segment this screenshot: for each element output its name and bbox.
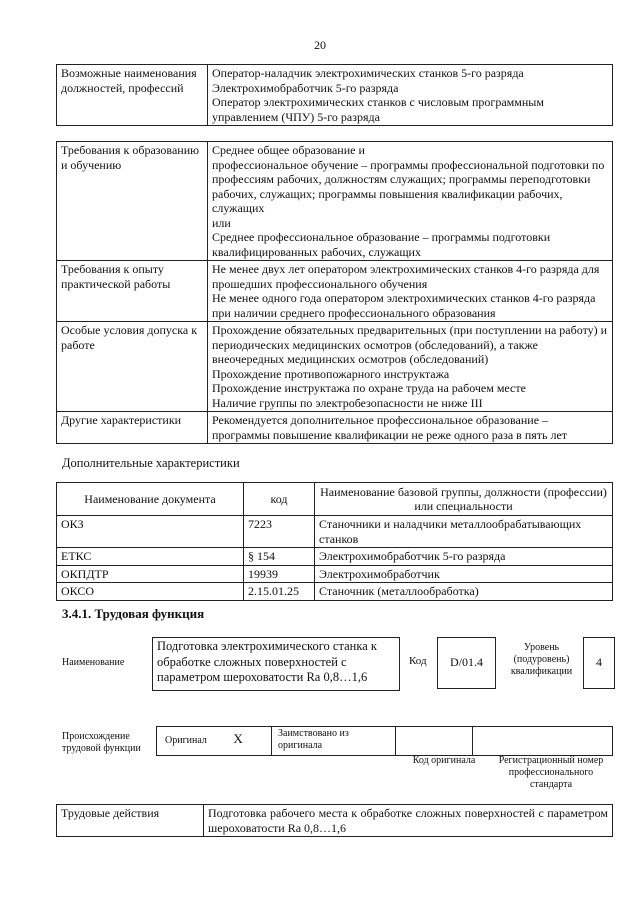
code-cell: 2.15.01.25 [244, 583, 315, 601]
position-line: Оператор-наладчик электрохимических станков 5-го разряда [212, 66, 524, 80]
requirement-values [208, 412, 613, 444]
requirements-table [56, 141, 613, 444]
table-row [57, 583, 613, 601]
code-cell: 19939 [244, 565, 315, 583]
requirement-line: Не менее одного года оператором электрохимических станков 4-го разряда при наличии среднего профессионального образования [212, 291, 596, 320]
requirement-line: Не менее двух лет оператором электрохимических станков 4-го разряда для прошедших профессионального обучения [212, 262, 600, 291]
table-row [57, 65, 613, 126]
requirement-label: Другие характеристики [57, 412, 208, 444]
requirement-line: Прохождение инструктажа по охране труда на рабочем месте [212, 381, 526, 395]
table-row [57, 565, 613, 583]
table-row [57, 142, 613, 261]
code-cell: § 154 [244, 548, 315, 566]
requirement-line: Рекомендуется дополнительное профессиональное образование – программы повышение квалификации не реже одного раза в пять лет [212, 413, 568, 442]
additional-heading: Дополнительные характеристики [62, 456, 240, 470]
original-cell [157, 727, 272, 756]
registration-caption: Регистрационный номер профессионального стандарта [498, 755, 604, 790]
name-cell: Станочник (металлообработка) [315, 583, 613, 601]
requirement-values [208, 142, 613, 261]
labor-function-title: 3.4.1. Трудовая функция [62, 606, 205, 621]
labor-actions-value: Подготовка рабочего места к обработке сложных поверхностей с параметром шероховатости Ra 0,8…1,6 [204, 805, 613, 837]
table-row [57, 548, 613, 566]
additional-table [56, 482, 613, 601]
registration-number-cell [473, 727, 613, 756]
doc-cell: ОКПДТР [57, 565, 244, 583]
function-code-box: D/01.4 [437, 637, 496, 689]
header-document: Наименование документа [57, 483, 244, 516]
level-box: 4 [583, 637, 615, 689]
table-row [57, 322, 613, 412]
requirement-label: Особые условия допуска к работе [57, 322, 208, 412]
requirement-line: Наличие группы по электробезопасности не ниже III [212, 395, 483, 410]
code-caption: Код оригинала [412, 755, 476, 766]
name-cell: Станочники и наладчики металлообрабатывающих станков [315, 516, 613, 548]
doc-cell: ОКЗ [57, 516, 244, 548]
name-cell: Электрохимобработчик 5-го разряда [315, 548, 613, 566]
requirement-label: Требования к опыту практической работы [57, 261, 208, 322]
table-header-row [57, 483, 613, 516]
requirement-line: или [212, 215, 231, 230]
table-row [57, 412, 613, 444]
positions-values [208, 65, 613, 126]
requirement-line: Прохождение противопожарного инструктажа [212, 366, 450, 381]
labor-actions-table [56, 804, 613, 837]
doc-cell: ЕТКС [57, 548, 244, 566]
requirement-label: Требования к образованию и обучению [57, 142, 208, 261]
code-cell: 7223 [244, 516, 315, 548]
header-name: Наименование базовой группы, должности (профессии) или специальности [315, 483, 613, 516]
level-label: Уровень (подуровень) квалификации [510, 642, 573, 677]
function-name-box: Подготовка электрохимического станка к обработке сложных поверхностей с параметром шероховатости Ra 0,8…1,6 [152, 637, 400, 691]
position-line: Оператор электрохимических станков с числовым программным управлением (ЧПУ) 5-го разряда [212, 95, 544, 124]
header-code: код [244, 483, 315, 516]
page-number: 20 [314, 38, 326, 52]
table-row [57, 805, 613, 837]
original-label: Оригинал [165, 735, 207, 746]
name-label: Наименование [62, 657, 125, 668]
origin-label: Происхождение трудовой функции [62, 731, 141, 754]
requirement-line: Среднее общее образование и [212, 143, 365, 157]
code-label: Код [409, 655, 427, 667]
table-row [57, 516, 613, 548]
requirement-line: Прохождение обязательных предварительных (при поступлении на работу) и периодических медицинских осмотров (обследований), а также внеочередных медицинских осмотров (обследований) [212, 323, 608, 366]
doc-cell: ОКСО [57, 583, 244, 601]
position-line: Электрохимобработчик 5-го разряда [212, 80, 399, 95]
original-mark: X [233, 731, 243, 746]
table-row [57, 261, 613, 322]
original-code-cell [396, 727, 473, 756]
borrowed-label: Заимствовано из оригинала [272, 727, 396, 756]
table-row [157, 727, 613, 756]
positions-table [56, 64, 613, 126]
labor-actions-label: Трудовые действия [57, 805, 204, 837]
name-cell: Электрохимобработчик [315, 565, 613, 583]
requirement-line: Среднее профессиональное образование – программы подготовки квалифицированных рабочих, служащих [212, 230, 551, 259]
requirement-values [208, 322, 613, 412]
positions-label: Возможные наименования должностей, профессий [57, 65, 208, 126]
requirement-line: профессиональное обучение – программы профессиональной подготовки по профессиям рабочих, должностям служащих; программы переподготовки рабочих, служащих; программы повышения квалификации рабочих, служащих [212, 157, 605, 215]
origin-table [156, 726, 613, 756]
requirement-values [208, 261, 613, 322]
